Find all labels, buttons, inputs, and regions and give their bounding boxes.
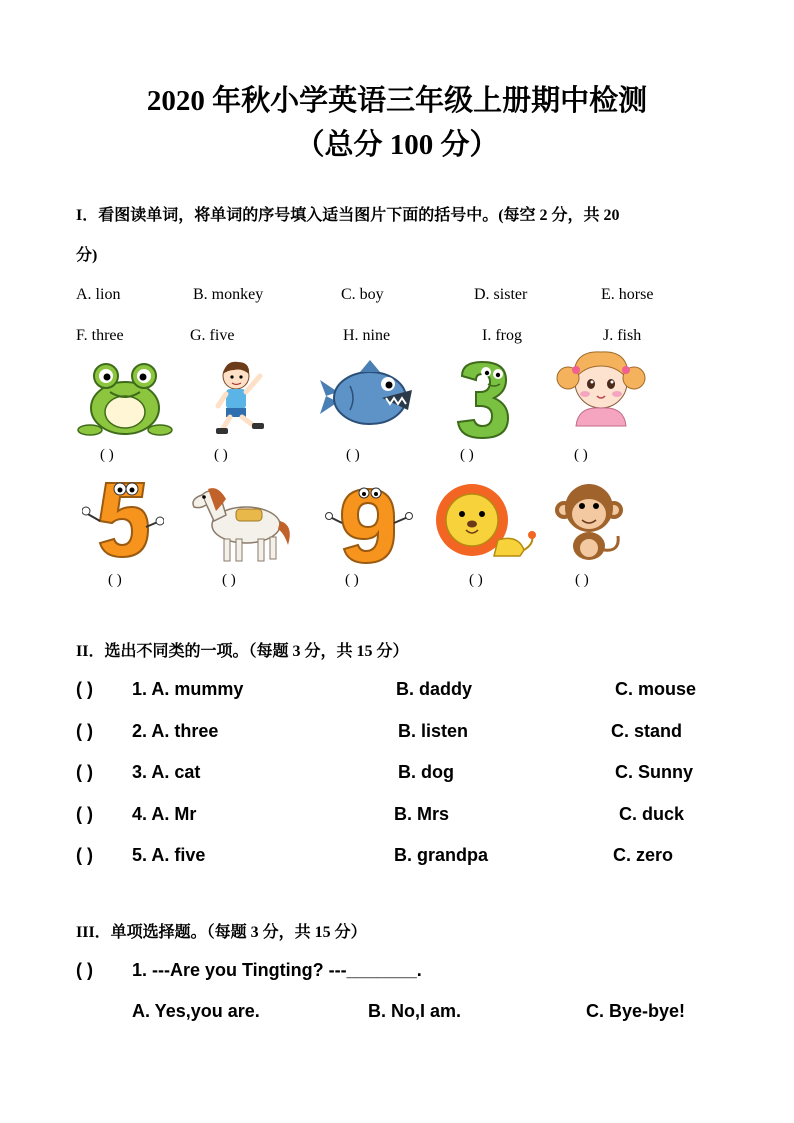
answer-bracket[interactable]: ( ) xyxy=(76,721,93,741)
section1-heading-cont: 分) xyxy=(76,247,98,264)
option-b: B. Mrs xyxy=(394,804,450,824)
page-title: 2020 年秋小学英语三年级上册期中检测 xyxy=(146,85,648,117)
number-nine-picture-icon xyxy=(324,483,414,569)
section3-heading: III．单项选择题。（每题 3 分，共 15 分） xyxy=(76,924,367,941)
option-a: 4. A. Mr xyxy=(132,804,197,824)
option-b: B. grandpa xyxy=(394,845,489,865)
answer-bracket[interactable]: ( ) xyxy=(469,572,483,588)
answer-bracket[interactable]: ( ) xyxy=(100,447,114,463)
answer-bracket[interactable]: ( ) xyxy=(76,804,93,824)
girl-picture-icon xyxy=(552,344,650,430)
answer-bracket[interactable]: ( ) xyxy=(76,679,93,699)
word-option: C. boy xyxy=(341,286,384,303)
answer-bracket[interactable]: ( ) xyxy=(108,572,122,588)
option-c: C. zero xyxy=(613,845,674,865)
option-c: C. Bye-bye! xyxy=(586,1001,686,1021)
option-a: 1. A. mummy xyxy=(132,679,244,699)
word-option: G. five xyxy=(190,327,235,344)
section2-heading: II．选出不同类的一项。（每题 3 分，共 15 分） xyxy=(76,643,409,660)
option-b: B. listen xyxy=(398,721,469,741)
answer-bracket[interactable]: ( ) xyxy=(346,447,360,463)
option-a: 2. A. three xyxy=(132,721,219,741)
answer-bracket[interactable]: ( ) xyxy=(460,447,474,463)
answer-bracket[interactable]: ( ) xyxy=(76,845,93,865)
question-stem: 1. ---Are you Tingting? ---_______. xyxy=(132,960,422,980)
option-a: 3. A. cat xyxy=(132,762,201,782)
answer-bracket[interactable]: ( ) xyxy=(222,572,236,588)
answer-bracket[interactable]: ( ) xyxy=(76,960,93,980)
word-option: J. fish xyxy=(603,327,642,344)
horse-picture-icon xyxy=(186,481,296,567)
option-c: C. Sunny xyxy=(615,762,694,782)
option-a: A. Yes,you are. xyxy=(132,1001,260,1021)
word-option: E. horse xyxy=(601,286,654,303)
answer-bracket[interactable]: ( ) xyxy=(575,572,589,588)
answer-bracket[interactable]: ( ) xyxy=(76,762,93,782)
answer-bracket[interactable]: ( ) xyxy=(214,447,228,463)
option-b: B. dog xyxy=(398,762,454,782)
number-five-picture-icon xyxy=(82,477,164,563)
word-option: I. frog xyxy=(482,327,522,344)
word-option: A. lion xyxy=(76,286,121,303)
lion-picture-icon xyxy=(428,480,538,566)
option-b: B. No,I am. xyxy=(368,1001,462,1021)
boy-picture-icon xyxy=(212,358,272,440)
option-b: B. daddy xyxy=(396,679,473,699)
word-option: H. nine xyxy=(343,327,391,344)
answer-bracket[interactable]: ( ) xyxy=(574,447,588,463)
option-c: C. stand xyxy=(611,721,683,741)
number-three-picture-icon xyxy=(448,358,518,442)
word-option: D. sister xyxy=(474,286,528,303)
word-option: F. three xyxy=(76,327,124,344)
answer-bracket[interactable]: ( ) xyxy=(345,572,359,588)
option-c: C. duck xyxy=(619,804,685,824)
fish-picture-icon xyxy=(320,358,416,440)
frog-picture-icon xyxy=(76,356,174,438)
option-a: 5. A. five xyxy=(132,845,206,865)
option-c: C. mouse xyxy=(615,679,697,699)
word-option: B. monkey xyxy=(193,286,264,303)
monkey-picture-icon xyxy=(554,480,624,566)
section1-heading: I．看图读单词，将单词的序号填入适当图片下面的括号中。(每空 2 分，共 20 xyxy=(76,207,620,224)
page-subtitle: （总分 100 分） xyxy=(295,129,499,161)
